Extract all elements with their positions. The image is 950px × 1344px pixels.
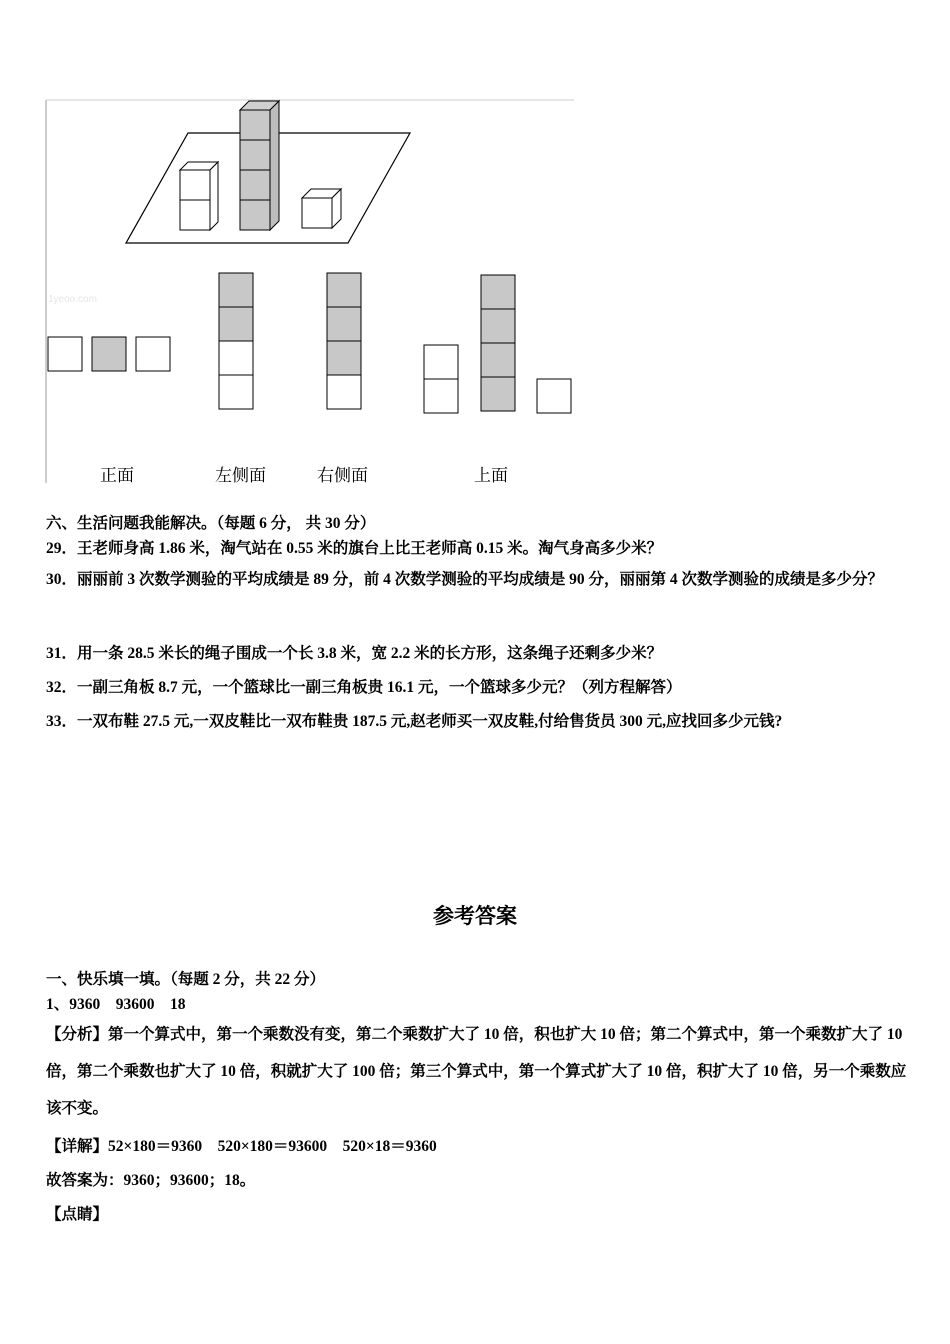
question-29: 29．王老师身高 1.86 米，淘气站在 0.55 米的旗台上比王老师高 0.15 米。淘气身高多少米？	[46, 540, 663, 557]
answer-detail: 【详解】52×180＝9360 520×180＝93600 520×18＝9360	[46, 1138, 437, 1155]
view-right-side	[327, 273, 361, 409]
cube-diagram	[40, 95, 580, 490]
answer-remark: 【点睛】	[46, 1206, 109, 1223]
question-31: 31．用一条 28.5 米长的绳子围成一个长 3.8 米，宽 2.2 米的长方形，这条绳子还剩多少米？	[46, 645, 663, 662]
watermark: 1yeoo.com	[48, 294, 97, 305]
cube-views-figure	[40, 95, 580, 490]
answer-conclusion: 故答案为：9360；93600；18。	[46, 1172, 256, 1189]
cube-stack-middle	[240, 101, 279, 230]
question-33: 33．一双布鞋 27.5 元,一双皮鞋比一双布鞋贵 187.5 元,赵老师买一双皮鞋,付给售货员 300 元,应找回多少元钱?	[46, 713, 783, 730]
label-front: 正面	[100, 466, 134, 486]
view-left-side	[219, 273, 253, 409]
label-top: 上面	[474, 466, 508, 486]
cube-single-right	[302, 189, 341, 228]
view-top	[424, 275, 571, 413]
view-front	[48, 337, 170, 371]
answer-1: 1、9360 93600 18	[46, 996, 186, 1013]
answer-analysis: 【分析】第一个算式中，第一个乘数没有变，第二个乘数扩大了 10 倍，积也扩大 10 倍；第二个算式中，第一个乘数扩大了 10 倍，第二个乘数也扩大了 10 倍，积就扩大了 100 倍；第三个算式中，第一个算式扩大了 10 倍，积扩大了 10 倍，另一个乘数应该不变。	[46, 1026, 907, 1117]
question-30: 30．丽丽前 3 次数学测验的平均成绩是 89 分，前 4 次数学测验的平均成绩是 90 分，丽丽第 4 次数学测验的成绩是多少分？	[46, 571, 884, 588]
label-left-side: 左侧面	[215, 466, 266, 486]
answers-title: 参考答案	[433, 904, 517, 928]
cube-stack-left	[180, 162, 218, 230]
label-right-side: 右侧面	[317, 466, 368, 486]
answers-section1-heading: 一、快乐填一填。（每题 2 分，共 22 分）	[46, 971, 326, 988]
section6-heading: 六、生活问题我能解决。（每题 6 分， 共 30 分）	[46, 515, 376, 532]
question-32: 32．一副三角板 8.7 元，一个篮球比一副三角板贵 16.1 元，一个篮球多少元？（列方程解答）	[46, 679, 682, 696]
